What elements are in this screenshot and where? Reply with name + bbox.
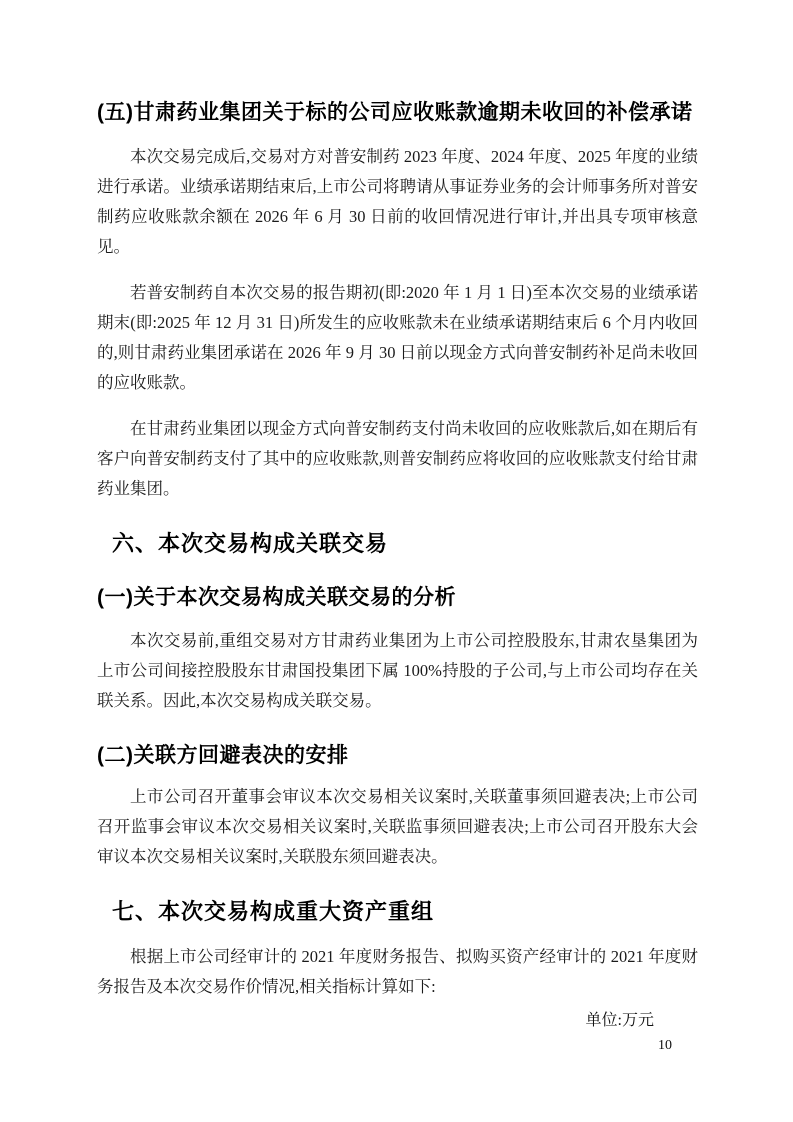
section-heading-7-major-asset-restructuring: 七、本次交易构成重大资产重组 — [112, 899, 435, 924]
page-number: 10 — [658, 1038, 672, 1053]
paragraph-receivables-cash-makeup: 若普安制药自本次交易的报告期初(即:2020 年 1 月 1 日)至本次交易的业绩承诺期末(即:2025 年 12 月 31 日)所发生的应收账款未在业绩承诺期结束后 6 个月内收回的,则甘肃药业集团承诺在 2026 年 9 月 30 日前以现金方式向普安制药补足尚未收回的应收账款。 — [97, 283, 698, 392]
unit-note: 单位:万元 — [585, 1012, 654, 1029]
section-heading-6-related-party-transaction: 六、本次交易构成关联交易 — [112, 531, 389, 556]
paragraph-indicator-calculation-intro: 根据上市公司经审计的 2021 年度财务报告、拟购买资产经审计的 2021 年度财务报告及本次交易作价情况,相关指标计算如下: — [97, 947, 698, 996]
page-content — [97, 0, 698, 1032]
paragraph-commitment-audit: 本次交易完成后,交易对方对普安制药 2023 年度、2024 年度、2025 年度的业绩进行承诺。业绩承诺期结束后,上市公司将聘请从事证券业务的会计师事务所对普安制药应收账款余额在 2026 年 6 月 30 日前的收回情况进行审计,并出具专项审核意见。 — [97, 147, 698, 256]
paragraph-related-party-analysis: 本次交易前,重组交易对方甘肃药业集团为上市公司控股股东,甘肃农垦集团为上市公司间接控股股东甘肃国投集团下属 100%持股的子公司,与上市公司均存在关联关系。因此,本次交易构成关联交易。 — [97, 631, 698, 710]
section-heading-5-compensation-commitment: (五)甘肃药业集团关于标的公司应收账款逾期未收回的补偿承诺 — [97, 101, 693, 124]
paragraph-repayment-to-group: 在甘肃药业集团以现金方式向普安制药支付尚未收回的应收账款后,如在期后有客户向普安制药支付了其中的应收账款,则普安制药应将收回的应收账款支付给甘肃药业集团。 — [97, 419, 698, 498]
subheading-6-1-analysis: (一)关于本次交易构成关联交易的分析 — [97, 586, 456, 609]
subheading-6-2-abstention-arrangement: (二)关联方回避表决的安排 — [97, 744, 349, 767]
paragraph-abstention-rules: 上市公司召开董事会审议本次交易相关议案时,关联董事须回避表决;上市公司召开监事会审议本次交易相关议案时,关联监事须回避表决;上市公司召开股东大会审议本次交易相关议案时,关联股东须回避表决。 — [97, 787, 698, 866]
